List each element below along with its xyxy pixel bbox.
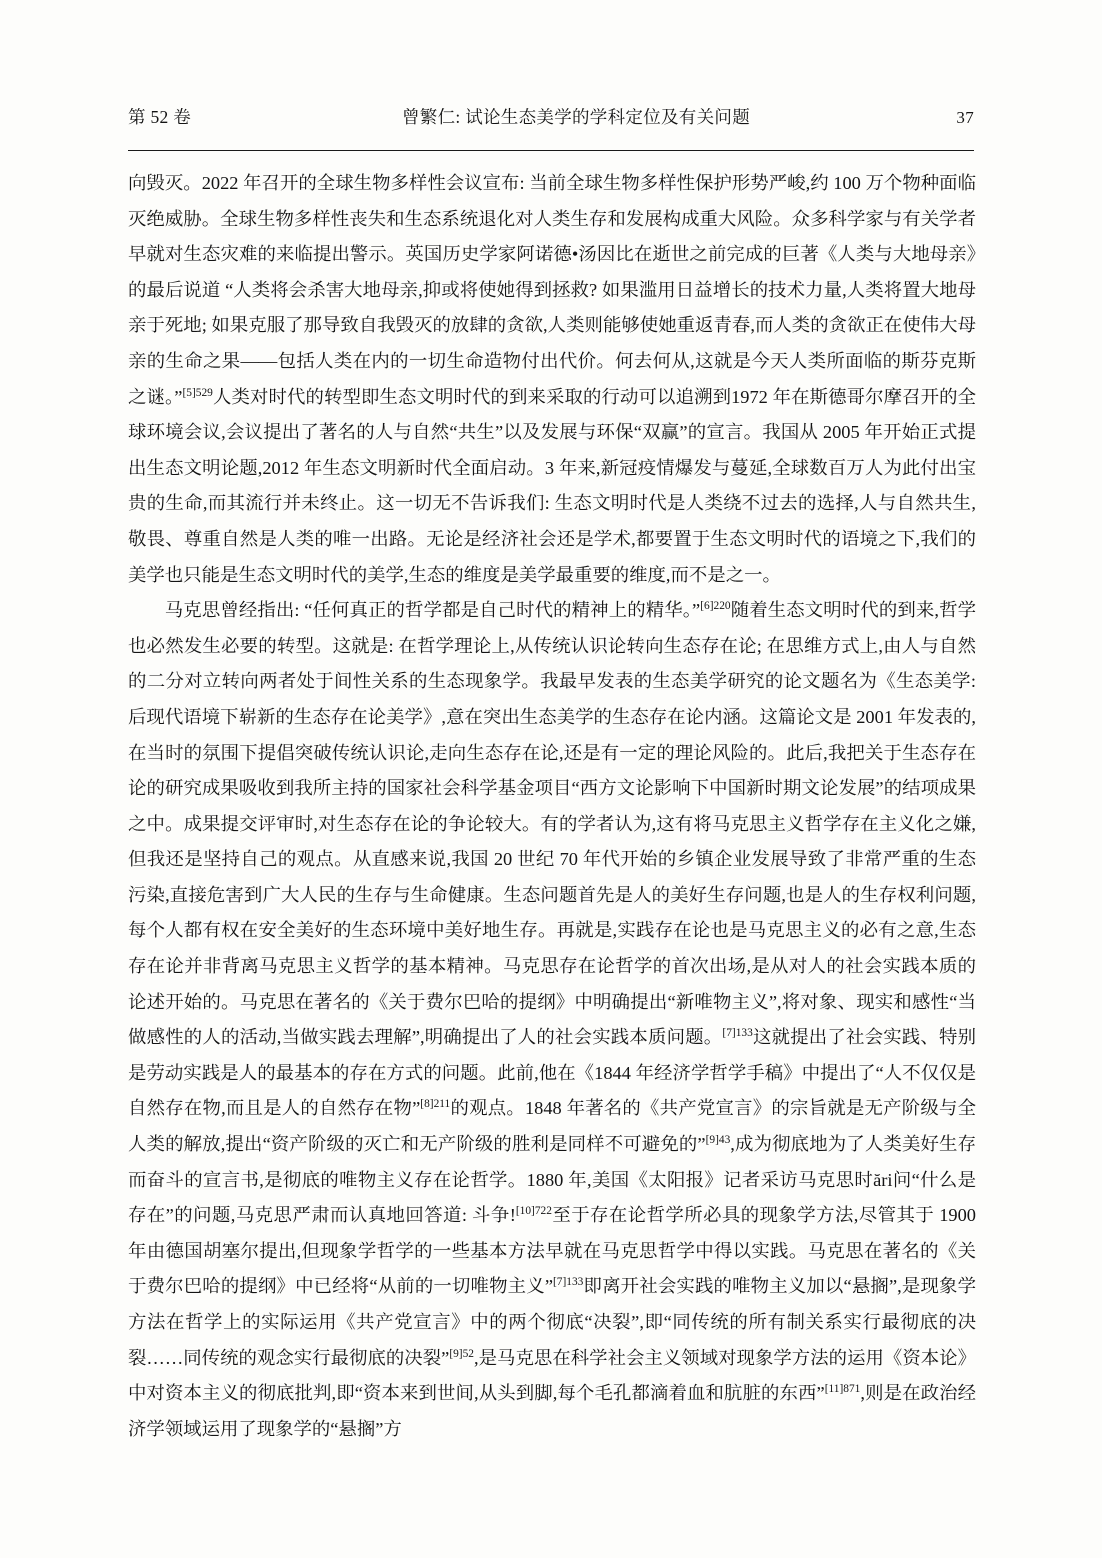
article-body bbox=[128, 166, 976, 1447]
citation-reference: [11]871 bbox=[824, 1383, 861, 1396]
citation-reference: [10]722 bbox=[515, 1205, 552, 1218]
body-paragraph: 向毁灭。2022 年召开的全球生物多样性会议宣布: 当前全球生物多样性保护形势严峻,约 100 万个物种面临灭绝威胁。全球生物多样性丧失和生态系统退化对人类生存和发展构成重大风险。众多科学家与有关学者早就对生态灾难的来临提出警示。英国历史学家阿诺德•汤因比在逝世之前完成的巨著《人类与大地母亲》的最后说道 “人类将会杀害大地母亲,抑或将使她得到拯救? 如果滥用日益增长的技术力量,人类将置大地母亲于死地; 如果克服了那导致自我毁灭的放肆的贪欲,人类则能够使她重返青春,而人类的贪欲正在使伟大母亲的生命之果——包括人类在内的一切生命造物付出代价。何去何从,这就是今天人类所面临的斯芬克斯之谜。”$^{[5]529}$人类对时代的转型即生态文明时代的到来采取的行动可以追溯到1972 年在斯德哥尔摩召开的全球环境会议,会议提出了著名的人与自然“共生”以及发展与环保“双赢”的宣言。我国从 2005 年开始正式提出生态文明论题,2012 年生态文明新时代全面启动。3 年来,新冠疫情爆发与蔓延,全球数百万人为此付出宝贵的生命,而其流行并未终止。这一切无不告诉我们: 生态文明时代是人类绕不过去的选择,人与自然共生,敬畏、尊重自然是人类的唯一出路。无论是经济社会还是学术,都要置于生态文明时代的语境之下,我们的美学也只能是生态文明时代的美学,生态的维度是美学最重要的维度,而不是之一。 bbox=[128, 173, 976, 585]
running-title: 曾繁仁: 试论生态美学的学科定位及有关问题 bbox=[401, 107, 751, 127]
volume-label: 第 52 卷 bbox=[128, 107, 192, 127]
citation-reference: [9]43 bbox=[705, 1133, 731, 1146]
citation-reference: [6]220 bbox=[700, 600, 731, 612]
body-paragraph: 马克思曾经指出: “任何真正的哲学都是自己时代的精神上的精华。”$^{[6]220}$随着生态文明时代的到来,哲学也必然发生必要的转型。这就是: 在哲学理论上,从传统认识论转向生态存在论; 在思维方式上,由人与自然的二分对立转向两者处于间性关系的生态现象学。我最早发表的生态美学研究的论文题名为《生态美学: 后现代语境下崭新的生态存在论美学》,意在突出生态美学的生态存在论内涵。这篇论文是 2001 年发表的,在当时的氛围下提倡突破传统认识论,走向生态存在论,还是有一定的理论风险的。此后,我把关于生态存在论的研究成果吸收到我所主持的国家社会科学基金项目“西方文论影响下中国新时期文论发展”的结项成果之中。成果提交评审时,对生态存在论的争论较大。有的学者认为,这有将马克思主义哲学存在主义化之嫌,但我还是坚持自己的观点。从直感来说,我国 20 世纪 70 年代开始的乡镇企业发展导致了非常严重的生态污染,直接危害到广大人民的生存与生命健康。生态问题首先是人的美好生存问题,也是人的生存权利问题,每个人都有权在安全美好的生态环境中美好地生存。再就是,实践存在论也是马克思主义的必有之意,生态存在论并非背离马克思主义哲学的基本精神。马克思存在论哲学的首次出场,是从对人的社会实践本质的论述开始的。马克思在著名的《关于费尔巴哈的提纲》中明确提出“新唯物主义”,将对象、现实和感性“当做感性的人的活动,当做实践去理解”,明确提出了人的社会实践本质问题。$^{[7]133}$这就提出了社会实践、特别是劳动实践是人的最基本的存在方式的问题。此前,他在《1844 年经济学哲学手稿》中提出了“人不仅仅是自然存在物,而且是人的自然存在物”$^{[8]211}$的观点。1848 年著名的《共产党宣言》的宗旨就是无产阶级与全人类的解放,提出“资产阶级的灭亡和无产阶级的胜利是同样不可避免的”$^{[9]43}$,成为彻底地为了人类美好生存而奋斗的宣言书,是彻底的唯物主义存在论哲学。1880 年,美国《太阳报》记者采访马克思时ări问“什么是存在”的问题,马克思严肃而认真地回答道: 斗争!$^{[10]722}$至于存在论哲学所必具的现象学方法,尽管其于 1900 年由德国胡塞尔提出,但现象学哲学的一些基本方法早就在马克思哲学中得以实践。马克思在著名的《关于费尔巴哈的提纲》中已经将“从前的一切唯物主义”$^{[7]133}$即离开社会实践的唯物主义加以“悬搁”,是现象学方法在哲学上的实际运用《共产党宣言》中的两个彻底“决裂”,即“同传统的所有制关系实行最彻底的决裂……同传统的观念实行最彻底的决裂”$^{[9]52}$,是马克思在科学社会主义领域对现象学方法的运用《资本论》中对资本主义的彻底批判,即“资本来到世间,从头到脚,每个毛孔都滴着血和肮脏的东西”$^{[11]871}$,则是在政治经济学领域运用了现象学的“悬搁”方 bbox=[128, 600, 977, 1439]
citation-reference: [5]529 bbox=[182, 386, 213, 399]
header-rule bbox=[128, 150, 974, 151]
citation-reference: [8]211 bbox=[420, 1098, 451, 1111]
page-header bbox=[128, 104, 974, 129]
page-number: 37 bbox=[956, 108, 974, 127]
citation-reference: [9]52 bbox=[449, 1347, 474, 1360]
citation-reference: [7]133 bbox=[722, 1027, 753, 1040]
citation-reference: [7]133 bbox=[553, 1276, 584, 1289]
